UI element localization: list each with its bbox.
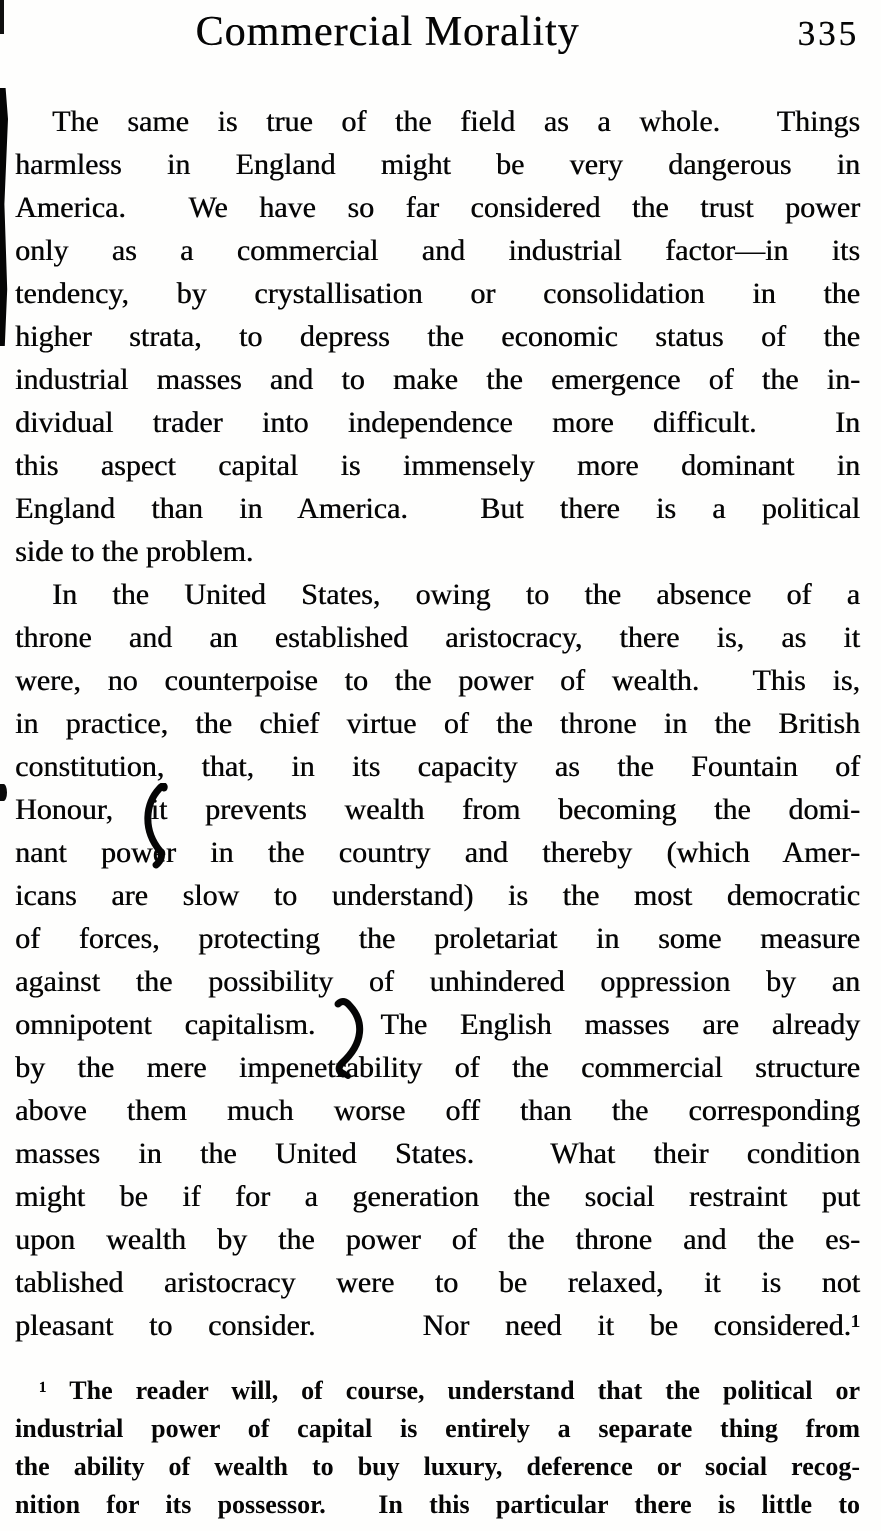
text-line: England than in America. But there is a political <box>15 492 860 525</box>
paragraph <box>15 573 860 1347</box>
scan-edge-artifact <box>0 88 8 346</box>
text-line: In the United States, owing to the absence of a <box>52 578 860 611</box>
text-line: this aspect capital is immensely more dominant in <box>15 449 860 482</box>
text-line: might be if for a generation the social restraint put <box>15 1180 860 1213</box>
text-line: only as a commercial and industrial factor—in its <box>15 234 860 267</box>
text-line: dividual trader into independence more difficult. In <box>15 406 860 439</box>
body-text <box>15 100 860 1347</box>
text-line: pleasant to consider. Nor need it be considered.¹ <box>15 1309 860 1342</box>
text-line: above them much worse off than the corresponding <box>15 1094 860 1127</box>
text-line: icans are slow to understand) is the most democratic <box>15 879 860 912</box>
footnote <box>15 1372 860 1524</box>
text-line: tendency, by crystallisation or consolidation in the <box>15 277 860 310</box>
text-line: upon wealth by the power of the throne and the es- <box>15 1223 860 1256</box>
text-line: tablished aristocracy were to be relaxed, it is not <box>15 1266 860 1299</box>
text-line: industrial power of capital is entirely a separate thing from <box>15 1414 860 1443</box>
text-line: higher strata, to depress the economic status of the <box>15 320 860 353</box>
text-line: in practice, the chief virtue of the throne in the British <box>15 707 860 740</box>
text-line: Honour, it prevents wealth from becoming the domi- <box>15 793 860 826</box>
scan-edge-artifact <box>0 784 7 801</box>
text-line: omnipotent capitalism. The English masses are already <box>15 1008 860 1041</box>
scan-edge-artifact <box>0 0 4 34</box>
text-line: the ability of wealth to buy luxury, deference or social recog- <box>15 1452 860 1481</box>
text-line: throne and an established aristocracy, there is, as it <box>15 621 860 654</box>
text-line: ¹ The reader will, of course, understand that the political or <box>39 1376 860 1405</box>
text-line: industrial masses and to make the emergence of the in- <box>15 363 860 396</box>
text-line: constitution, that, in its capacity as the Fountain of <box>15 750 860 783</box>
page-number: 335 <box>797 14 859 53</box>
text-line: nant power in the country and thereby (which Amer- <box>15 836 860 869</box>
paragraph <box>15 100 860 573</box>
text-line: harmless in England might be very dangerous in <box>15 148 860 181</box>
text-line: side to the problem. <box>15 535 254 568</box>
text-line: The same is true of the field as a whole. Things <box>52 105 860 138</box>
text-line: of forces, protecting the proletariat in some measure <box>15 922 860 955</box>
text-line: against the possibility of unhindered oppression by an <box>15 965 860 998</box>
running-header-title: Commercial Morality <box>195 9 580 55</box>
text-line: nition for its possessor. In this particular there is little to <box>15 1490 860 1519</box>
text-line: by the mere impenetrability of the commercial structure <box>15 1051 860 1084</box>
text-line: masses in the United States. What their condition <box>15 1137 860 1170</box>
text-line: America. We have so far considered the trust power <box>15 191 860 224</box>
text-line: were, no counterpoise to the power of wealth. This is, <box>15 664 860 697</box>
